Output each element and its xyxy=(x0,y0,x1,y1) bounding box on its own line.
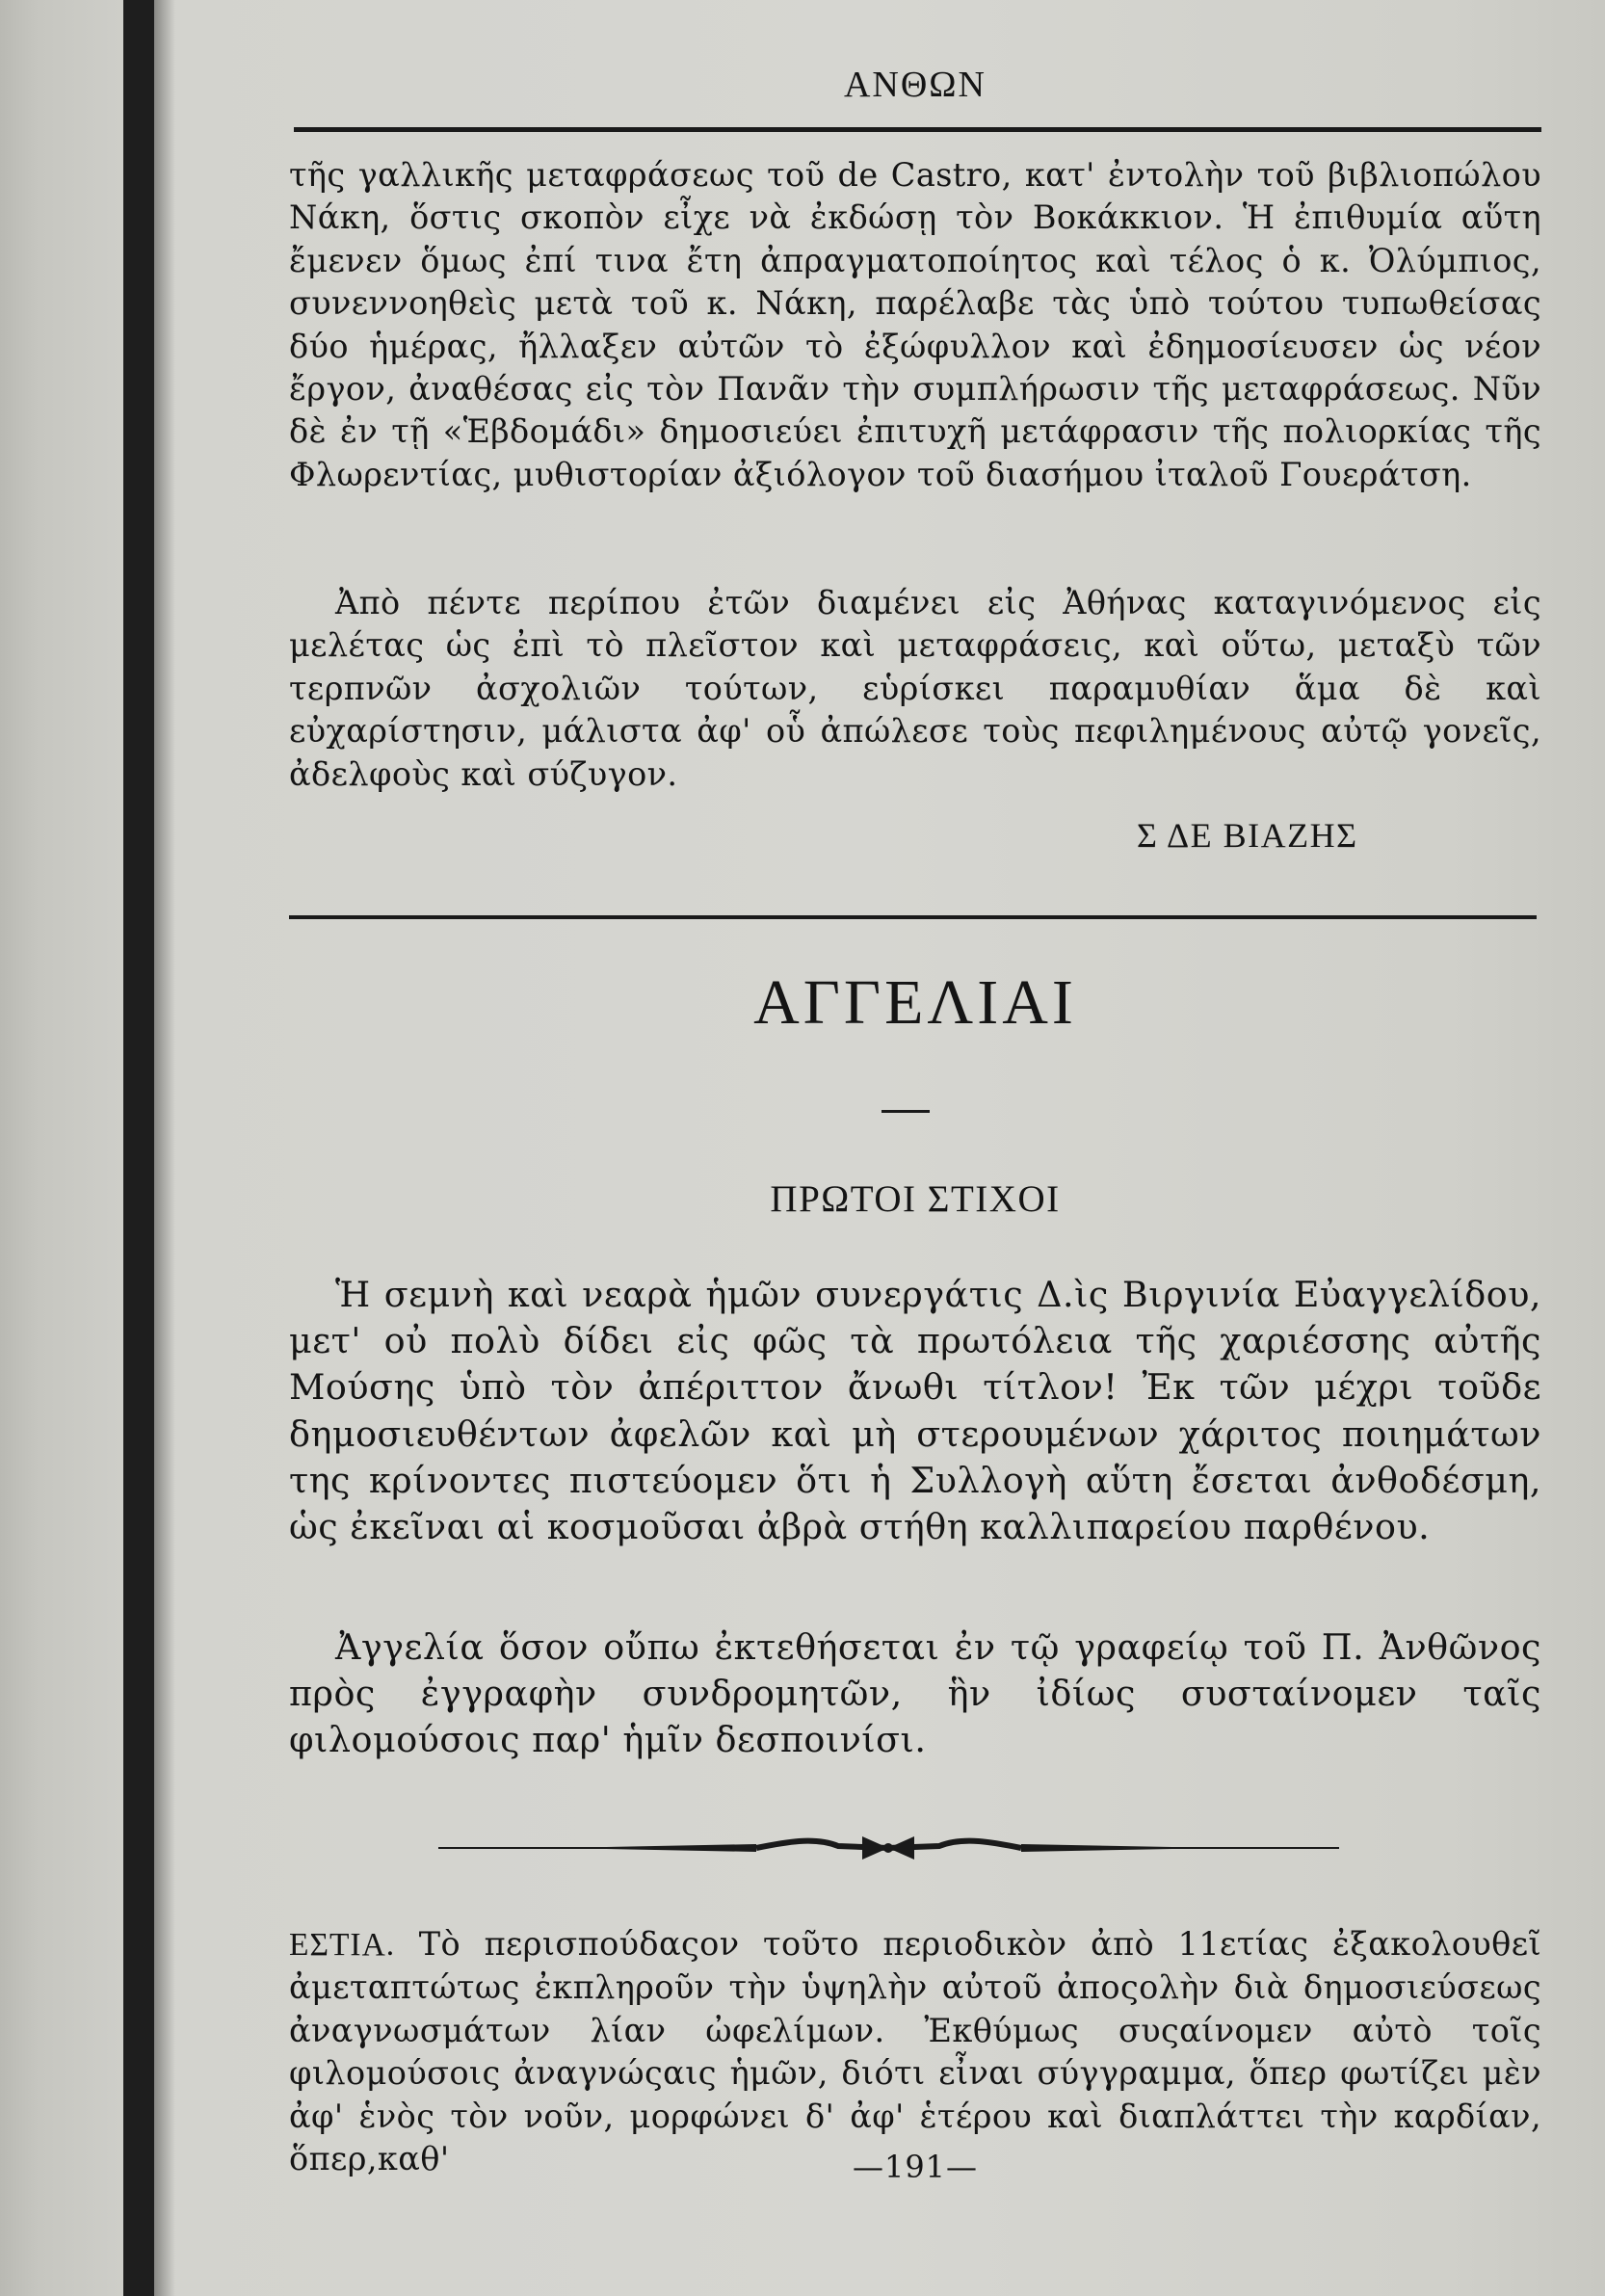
article-paragraph-2: Ἀπὸ πέντε περίπου ἐτῶν διαμένει εἰς Ἀθήνας καταγινόμενος εἰς μελέτας ὡς ἐπὶ τὸ πλεῖστον καὶ μεταφράσεις, καὶ οὕτω, μεταξὺ τῶν τερπνῶν ἀσχολιῶν τούτων, εὑρίσκει παραμυθίαν ἅμα δὲ καὶ εὐχαρίστησιν, μάλιστα ἀφ' οὗ ἀπώλεσε τοὺς πεφιλημένους αὐτῷ γονεῖς, ἀδελφοὺς καὶ σύζυγον. xyxy=(289,584,1541,793)
author-signature: Σ ΔΕ ΒΙΑΖΗΣ xyxy=(1137,816,1358,855)
decorative-rule-ornament-icon xyxy=(438,1819,1339,1877)
estia-lead: ΕΣΤΙΑ. xyxy=(289,1927,396,1963)
running-head: ΑΝΘΩΝ xyxy=(843,65,987,105)
header-rule xyxy=(294,127,1541,132)
announcement-paragraph-1: Ἡ σεμνὴ καὶ νεαρὰ ἡμῶν συνεργάτις Δ.ὶς Βιργινία Εὐαγγελίδου, μετ' οὐ πολὺ δίδει εἰς φῶς τὰ πρωτόλεια τῆς χαριέσσης αὐτῆς Μούσης ὑπὸ τὸν ἀπέριττον ἄνωθι τίτλον! Ἐκ τῶν μέχρι τοῦδε δημοσιευθέντων ἀφελῶν καὶ μὴ στερουμένων χάριτος ποιημάτων της κρίνοντες πιστεύομεν ὅτι ἡ Συλλογὴ αὕτη ἔσεται ἀνθοδέσμη, ὡς ἐκεῖναι αἱ κοσμοῦσαι ἀβρὰ στήθη καλλιπαρείου παρθένου. xyxy=(289,1274,1541,1548)
estia-text: Τὸ περισπούδαςον τοῦτο περιοδικὸν ἀπὸ 11ετίας ἐξακολουθεῖ ἀμεταπτώτως ἐκπληροῦν τὴν ὑψηλὴν αὐτοῦ ἀποςολὴν διὰ δημοσιεύσεως ἀναγνωσμάτων λίαν ὠφελίμων. Ἐκθύμως συςαίνομεν αὐτὸ τοῖς φιλομούσοις ἀναγνώςαις ἡμῶν, διότι εἶναι σύγγραμμα, ὅπερ φωτίζει μὲν ἀφ' ἑνὸς τὸν νοῦν, μορφώνει δ' ἀφ' ἑτέρου καὶ διαπλάττει τὴν καρδίαν, ὅπερ,καθ' xyxy=(289,1925,1541,2178)
section-rule xyxy=(289,915,1537,919)
estia-notice xyxy=(289,1923,1541,2180)
section-title: ΑΓΓΕΛΙΑΙ xyxy=(753,967,1077,1038)
page-number: —191— xyxy=(852,2149,979,2185)
section-subtitle: ΠΡΩΤΟΙ ΣΤΙΧΟΙ xyxy=(770,1178,1061,1220)
title-dash xyxy=(881,1110,930,1113)
book-binding-edge xyxy=(123,0,154,2296)
announcement-paragraph-2: Ἀγγελία ὅσον οὔπω ἐκτεθήσεται ἐν τῷ γραφείῳ τοῦ Π. Ἀνθῶνος πρὸς ἐγγραφὴν συνδρομητῶν, ἣν ἰδίως συσταίνομεν ταῖς φιλομούσοις παρ' ἡμῖν δεσποινίσι. xyxy=(289,1626,1541,1761)
binding-shadow xyxy=(154,0,175,2296)
article-paragraph-1: τῆς γαλλικῆς μεταφράσεως τοῦ de Castro, κατ' ἐντολὴν τοῦ βιβλιοπώλου Νάκη, ὅστις σκοπὸν εἶχε νὰ ἐκδώσῃ τὸν Βοκάκκιον. Ἡ ἐπιθυμία αὕτη ἔμενεν ὅμως ἐπί τινα ἔτη ἀπραγματοποίητος καὶ τέλος ὁ κ. Ὀλύμπιος, συνεννοηθεὶς μετὰ τοῦ κ. Νάκη, παρέλαβε τὰς ὑπὸ τούτου τυπωθείσας δύο ἡμέρας, ἤλλαξεν αὐτῶν τὸ ἐξώφυλλον καὶ ἐδημοσίευσεν ὡς νέον ἔργον, ἀναθέσας εἰς τὸν Πανᾶν τὴν συμπλήρωσιν τῆς μεταφράσεως. Νῦν δὲ ἐν τῇ «Ἑβδομάδι» δημοσιεύει ἐπιτυχῆ μετάφρασιν τῆς πολιορκίας τῆς Φλωρεντίας, μυθιστορίαν ἀξιόλογον τοῦ διασήμου ἰταλοῦ Γουεράτση. xyxy=(289,156,1541,493)
